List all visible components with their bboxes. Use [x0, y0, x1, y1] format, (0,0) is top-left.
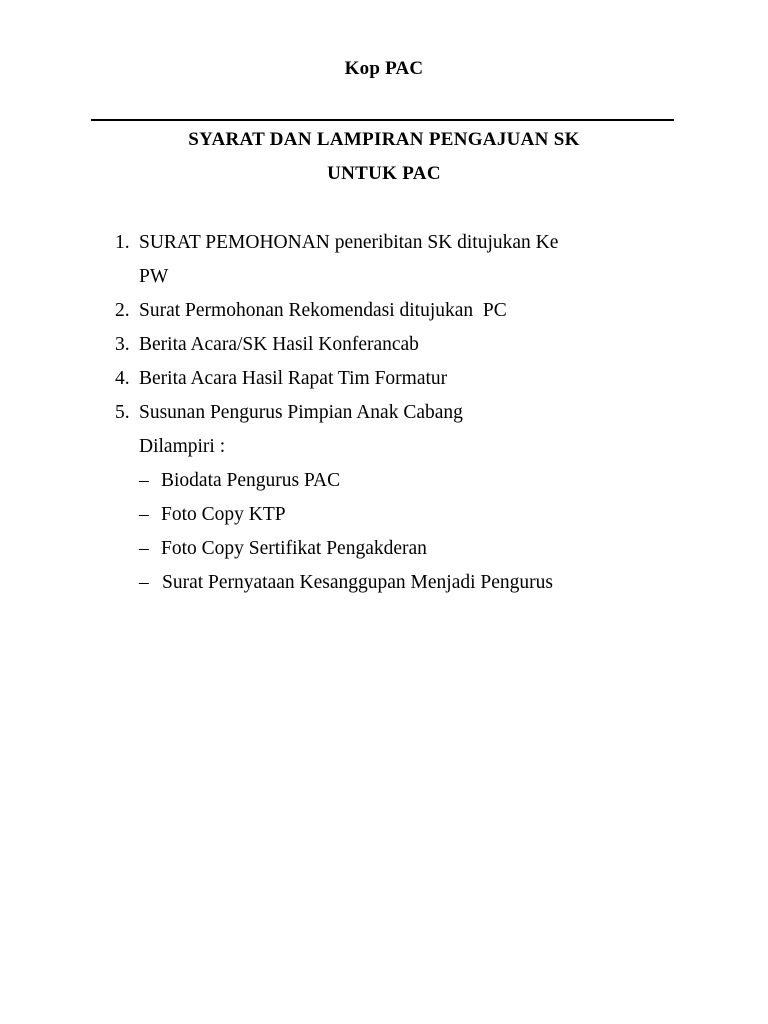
list-item-5-continuation: Dilampiri : [139, 436, 226, 457]
list-item-text: SURAT PEMOHONAN peneribitan SK ditujukan Ke [139, 232, 559, 253]
attachment-item [139, 571, 553, 595]
dash-bullet: – [139, 538, 149, 559]
list-item-number: 5. [115, 402, 130, 423]
attachment-item [139, 503, 286, 527]
list-item-number: 1. [115, 232, 130, 253]
list-item-number: 3. [115, 334, 130, 355]
attachment-text: Surat Pernyataan Kesanggupan Menjadi Pengurus [162, 572, 553, 593]
list-item-4 [115, 367, 447, 391]
list-item-text: Susunan Pengurus Pimpian Anak Cabang [139, 402, 463, 423]
dash-bullet: – [139, 572, 149, 593]
list-item-1-continuation: PW [139, 266, 169, 287]
list-item-text: Berita Acara Hasil Rapat Tim Formatur [139, 368, 448, 389]
document-title-line-2: UNTUK PAC [327, 163, 441, 184]
attachment-text: Foto Copy KTP [161, 504, 286, 525]
list-item-number: 4. [115, 368, 130, 389]
attachment-text: Biodata Pengurus PAC [161, 470, 341, 491]
attachment-item [139, 469, 340, 493]
list-item-text: Berita Acara/SK Hasil Konferancab [139, 334, 419, 355]
list-item-2 [115, 299, 507, 323]
header-divider [91, 119, 674, 121]
attachment-item [139, 537, 427, 561]
document-title-line-1: SYARAT DAN LAMPIRAN PENGAJUAN SK [188, 129, 580, 150]
list-item-1 [115, 231, 558, 255]
attachment-text: Foto Copy Sertifikat Pengakderan [161, 538, 427, 559]
dash-bullet: – [139, 504, 149, 525]
dash-bullet: – [139, 470, 149, 491]
list-item-number: 2. [115, 300, 130, 321]
list-item-3 [115, 333, 419, 357]
letterhead-placeholder: Kop PAC [344, 58, 424, 79]
list-item-5 [115, 401, 463, 425]
list-item-text: Surat Permohonan Rekomendasi ditujukan PC [139, 300, 507, 321]
